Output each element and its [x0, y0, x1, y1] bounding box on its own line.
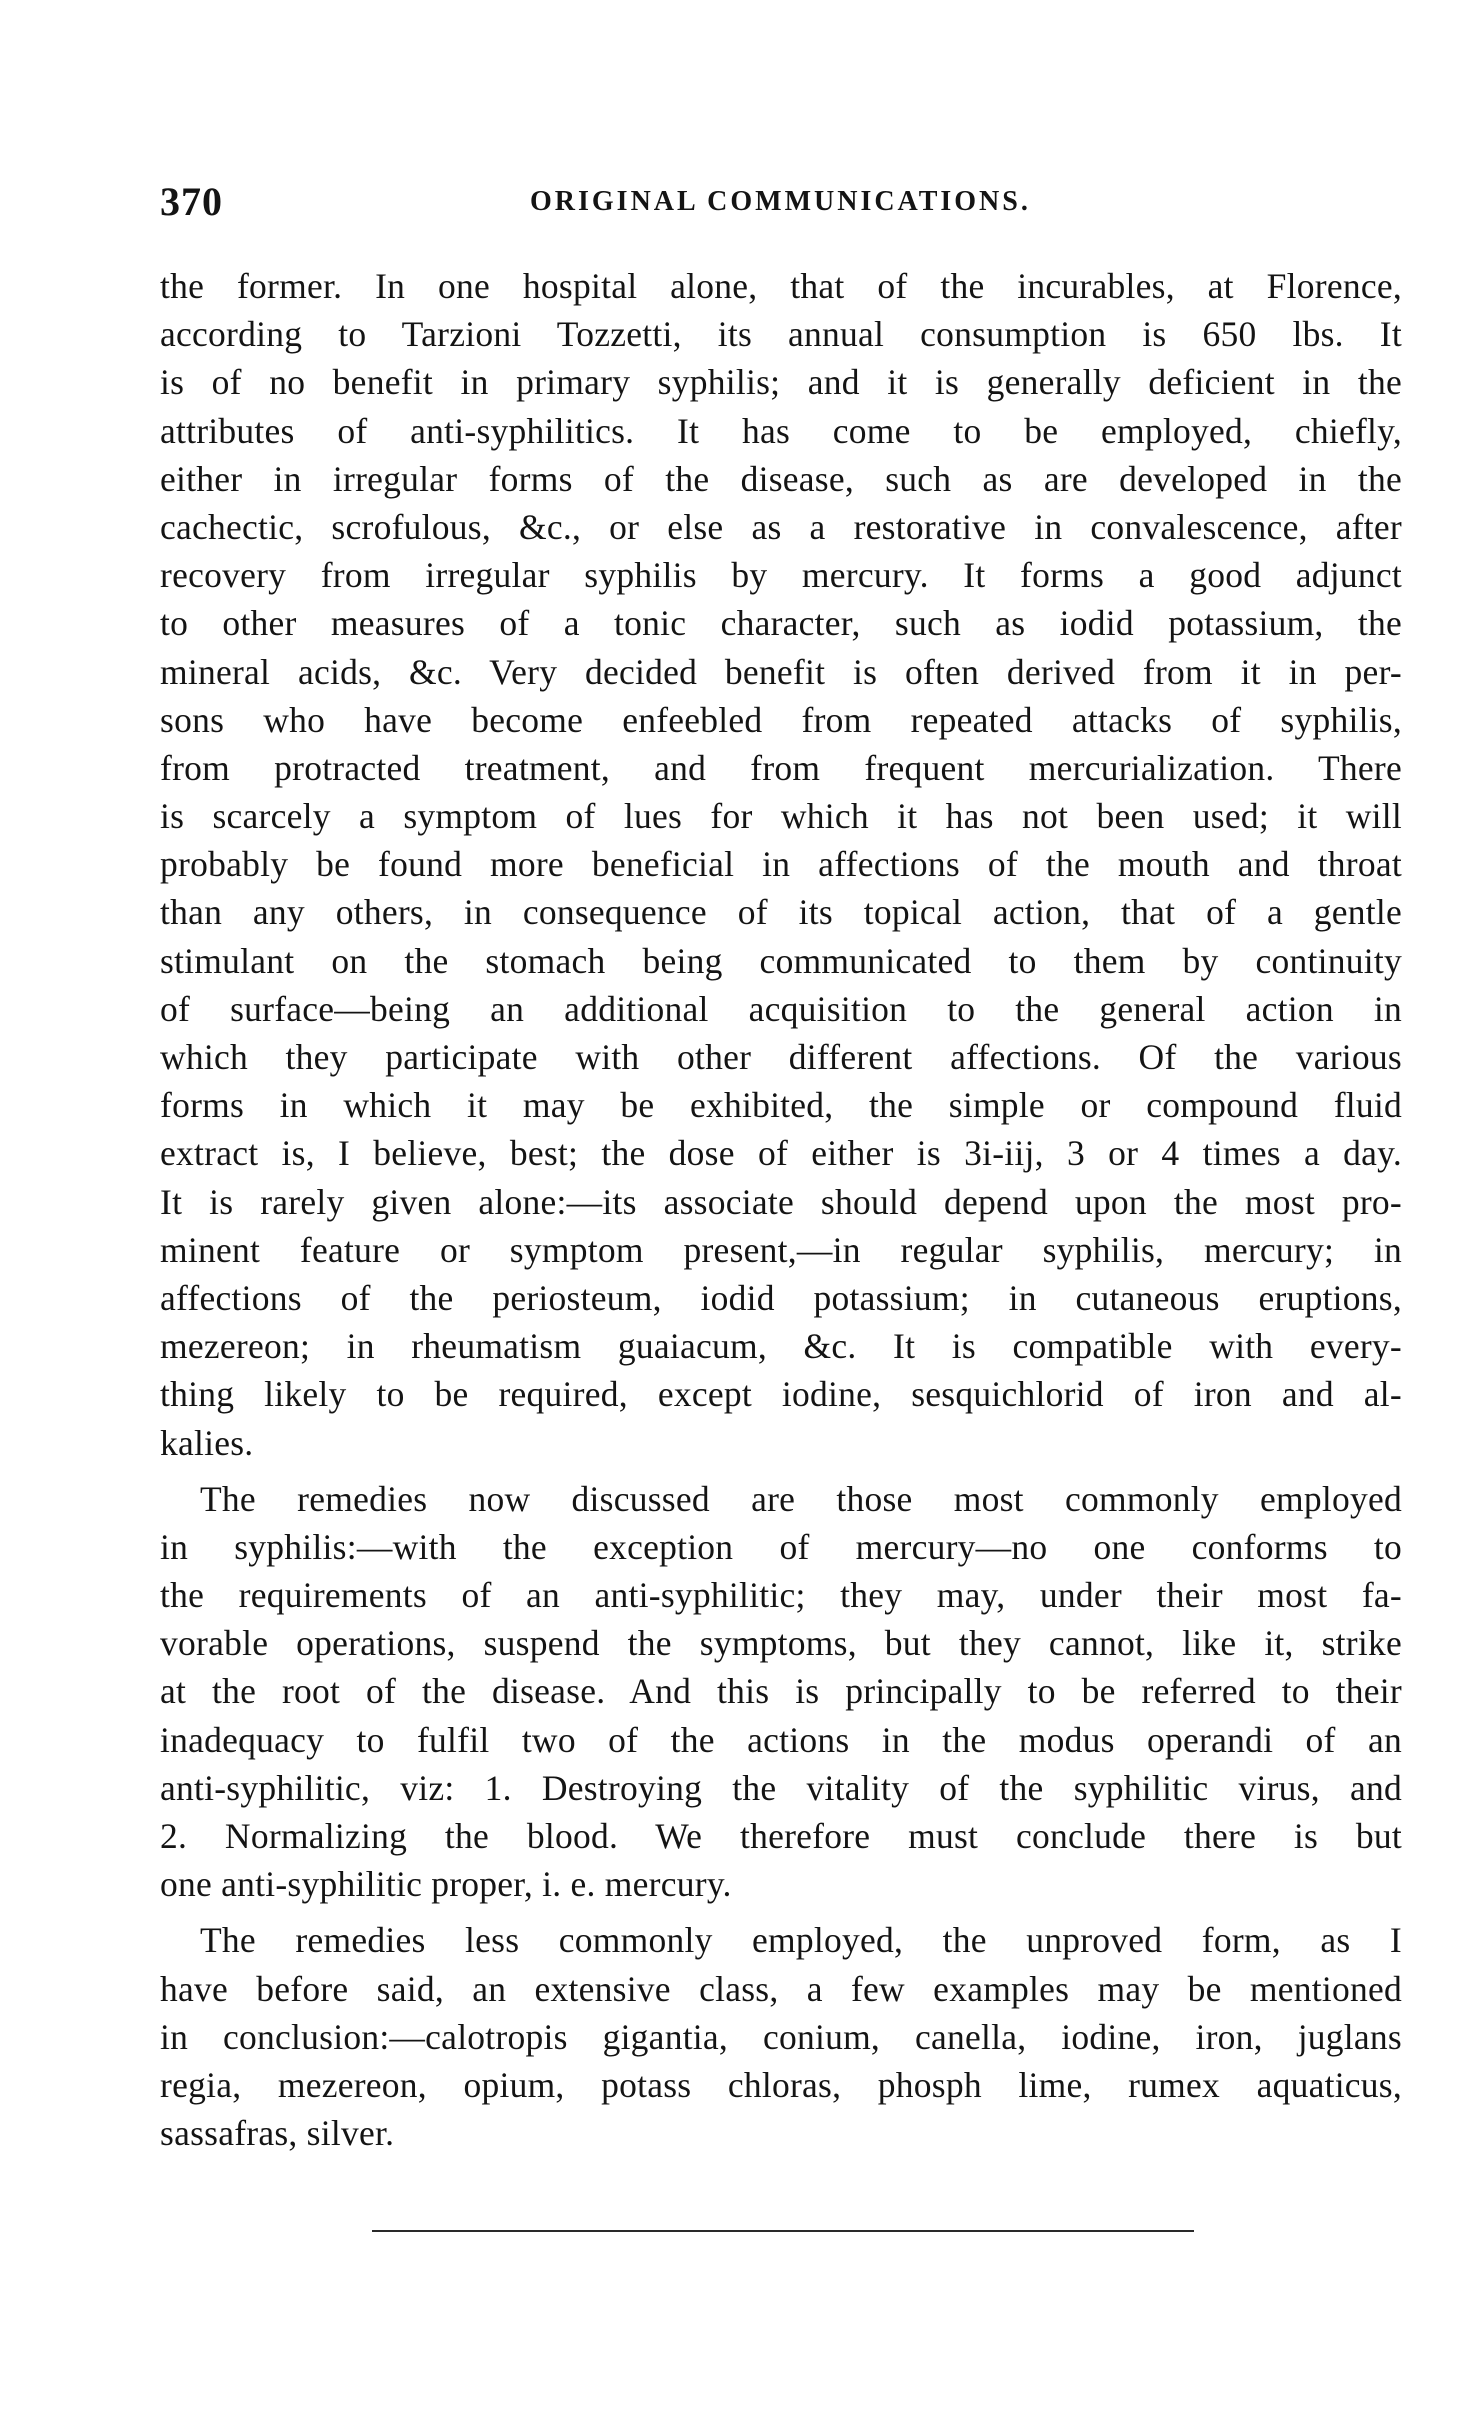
body-text [160, 262, 1402, 2157]
paragraph-2 [160, 1475, 1402, 1909]
text-line: in conclusion:—calotropis gigantia, conium, canella, iodine, iron, juglans [160, 2016, 1402, 2057]
running-head: ORIGINAL COMMUNICATIONS. [530, 186, 1031, 217]
page-header [160, 178, 1370, 238]
text-line: probably be found more beneficial in affections of the mouth and throat [160, 844, 1402, 885]
text-line: the requirements of an anti-syphilitic; they may, under their most fa- [160, 1575, 1402, 1616]
text-line: extract is, I believe, best; the dose of either is 3i-iij, 3 or 4 times a day. [160, 1133, 1402, 1174]
text-line: either in irregular forms of the disease, such as are developed in the [160, 458, 1402, 499]
text-line: is scarcely a symptom of lues for which it has not been used; it will [160, 796, 1402, 837]
text-line: according to Tarzioni Tozzetti, its annual consumption is 650 lbs. It [160, 314, 1402, 355]
text-line: mezereon; in rheumatism guaiacum, &c. It is compatible with every- [160, 1326, 1402, 1367]
text-line: one anti-syphilitic proper, i. e. mercury. [160, 1864, 732, 1905]
paragraph-1 [160, 262, 1402, 1467]
text-line: The remedies less commonly employed, the unproved form, as I [200, 1920, 1402, 1961]
text-line: from protracted treatment, and from frequent mercurialization. There [160, 747, 1402, 788]
text-line: than any others, in consequence of its topical action, that of a gentle [160, 892, 1402, 933]
text-line: inadequacy to fulfil two of the actions in the modus operandi of an [160, 1719, 1402, 1760]
text-line: forms in which it may be exhibited, the simple or compound fluid [160, 1085, 1402, 1126]
text-line: The remedies now discussed are those most commonly employed [200, 1478, 1402, 1519]
paragraph-gap [160, 1908, 1402, 1916]
text-line: thing likely to be required, except iodine, sesquichlorid of iron and al- [160, 1374, 1402, 1415]
page-number: 370 [160, 179, 223, 224]
text-line: kalies. [160, 1422, 254, 1463]
text-line: regia, mezereon, opium, potass chloras, phosph lime, rumex aquaticus, [160, 2064, 1402, 2105]
text-line: the former. In one hospital alone, that of the incurables, at Florence, [160, 266, 1402, 306]
text-line: at the root of the disease. And this is principally to be referred to their [160, 1671, 1402, 1712]
text-line: cachectic, scrofulous, &c., or else as a restorative in convalescence, after [160, 506, 1402, 547]
paragraph-gap [160, 1467, 1402, 1475]
text-line: 2. Normalizing the blood. We therefore must conclude there is but [160, 1816, 1402, 1856]
text-line: sons who have become enfeebled from repeated attacks of syphilis, [160, 699, 1402, 740]
text-line: vorable operations, suspend the symptoms, but they cannot, like it, strike [160, 1623, 1402, 1664]
text-line: attributes of anti-syphilitics. It has come to be employed, chiefly, [160, 410, 1402, 451]
end-rule [372, 2230, 1194, 2232]
text-line: minent feature or symptom present,—in regular syphilis, mercury; in [160, 1229, 1402, 1270]
text-line: mineral acids, &c. Very decided benefit is often derived from it in per- [160, 651, 1402, 692]
text-line: affections of the periosteum, iodid potassium; in cutaneous eruptions, [160, 1277, 1402, 1318]
text-line: sassafras, silver. [160, 2113, 395, 2154]
text-line: stimulant on the stomach being communicated to them by continuity [160, 940, 1402, 981]
text-line: anti-syphilitic, viz: 1. Destroying the vitality of the syphilitic virus, and [160, 1767, 1402, 1808]
text-line: is of no benefit in primary syphilis; and it is generally deficient in the [160, 362, 1402, 403]
text-line: which they participate with other different affections. Of the various [160, 1037, 1402, 1077]
text-line: recovery from irregular syphilis by mercury. It forms a good adjunct [160, 555, 1402, 596]
text-line: to other measures of a tonic character, such as iodid potassium, the [160, 603, 1402, 644]
text-line: have before said, an extensive class, a few examples may be mentioned [160, 1968, 1402, 2009]
paragraph-3 [160, 1916, 1402, 2157]
text-line: in syphilis:—with the exception of mercury—no one conforms to [160, 1526, 1402, 1567]
text-line: It is rarely given alone:—its associate should depend upon the most pro- [160, 1181, 1402, 1222]
text-line: of surface—being an additional acquisition to the general action in [160, 988, 1402, 1029]
